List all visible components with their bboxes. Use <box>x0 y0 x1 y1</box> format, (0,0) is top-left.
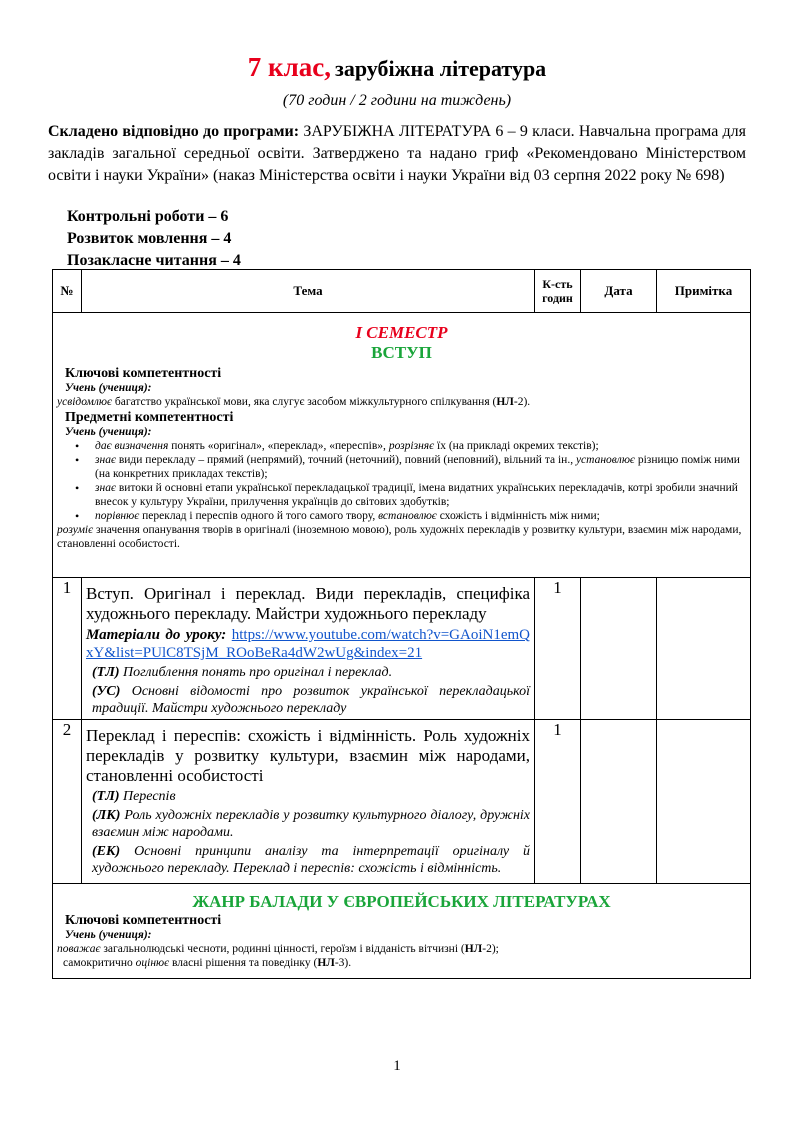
ballad-competency-line-2: самокритично оцінює власні рішення та поведінку (НЛ-3). <box>63 957 352 969</box>
list-item: • знає види перекладу – прямий (непрямий), точний (неточний), повний (неповний), вільний та ін., установлює різницю поміж ними (на конкретних прикладах текстів); <box>79 453 746 481</box>
row-1-note-2: (УС) Основні відомості про розвиток української перекладацької традиції. Майстри художнього перекладу <box>92 684 530 716</box>
row-2-num: 2 <box>53 720 82 884</box>
grade-label: 7 клас, <box>247 52 331 82</box>
list-item: • дає визначення понять «оригінал», «переклад», «переспів», розрізняє їх (на прикладі окремих текстів); <box>79 439 746 453</box>
header-count: К-сть годин <box>535 270 581 313</box>
ballad-pupil-label: Учень (учениця): <box>65 929 152 941</box>
lesson-plan-table <box>52 269 751 979</box>
row-1-note-1: (ТЛ) Поглиблення понять про оригінал і переклад. <box>92 665 393 680</box>
ballad-key-competencies-heading: Ключові компетентності <box>65 913 222 928</box>
key-competency-line: усвідомлює багатство української мови, яка слугує засобом міжкультурного спілкування (НЛ-2). <box>57 396 531 408</box>
subject-competency-list <box>57 439 746 523</box>
ballad-section <box>53 884 750 978</box>
understanding-line: розуміє значення опанування творів в оригіналі (іноземною мовою), роль художніх перекладів у розвитку культури, взаємин між народами, становленні особистості. <box>57 524 742 550</box>
header-note: Примітка <box>657 270 751 313</box>
intro-section-title: ВСТУП <box>371 343 432 362</box>
pupil-label-2: Учень (учениця): <box>65 426 152 438</box>
row-1-note <box>657 578 751 720</box>
pupil-label: Учень (учениця): <box>65 382 152 394</box>
row-1-topic-cell <box>82 578 535 720</box>
ballad-competency-line-1: поважає загальнолюдські чесноти, родинні цінності, героїзм і відданість вітчизні (НЛ-2); <box>57 943 499 955</box>
row-2-topic-text: Переклад і переспів: схожість і відмінність. Роль художніх перекладів у розвитку культури, взаємин між народами, становленні особистості <box>86 726 530 785</box>
key-competencies-heading: Ключові компетентності <box>65 366 222 381</box>
work-counts <box>67 206 241 272</box>
list-item: • порівнює переклад і переспів одного й того самого твору, встановлює схожість і відмінність між ними; <box>79 509 746 523</box>
program-intro-text: ЗАРУБІЖНА ЛІТЕРАТУРА 6 – 9 класи. Навчальна програма для закладів загальної середньої освіти. Затверджено та надано гриф «Рекомендовано Міністерством освіти і науки України» (наказ Міністерства освіти і науки України від 03 серпня 2022 року № 698) <box>48 123 747 184</box>
intro-section-row <box>53 313 751 578</box>
header-date: Дата <box>581 270 657 313</box>
row-1-materials <box>86 626 530 662</box>
semester-title: І СЕМЕСТР <box>355 323 448 342</box>
intro-section <box>53 313 750 553</box>
row-1-topic-text: Вступ. Оригінал і переклад. Види перекладів, специфіка художнього перекладу. Майстри художнього перекладу <box>86 584 530 623</box>
ballad-section-title: ЖАНР БАЛАДИ У ЄВРОПЕЙСЬКИХ ЛІТЕРАТУРАХ <box>192 892 611 911</box>
table-row <box>53 578 751 720</box>
row-1-count: 1 <box>535 578 581 720</box>
header-topic: Тема <box>82 270 535 313</box>
subject-label: зарубіжна література <box>335 56 547 81</box>
row-1-topic <box>82 578 534 719</box>
hours-subtitle: (70 годин / 2 години на тиждень) <box>282 92 512 109</box>
program-intro-lead: Складено відповідно до програми: <box>48 123 300 140</box>
page-title <box>0 52 794 83</box>
row-2-note-1: (ТЛ) Переспів <box>92 789 176 804</box>
row-2-topic <box>82 720 534 883</box>
subject-competencies-heading: Предметні компетентності <box>65 410 234 425</box>
count-control-works: Контрольні роботи – 6 <box>67 208 229 225</box>
row-2-date <box>581 720 657 884</box>
row-2-note <box>657 720 751 884</box>
ballad-section-row <box>53 884 751 979</box>
header-num: № <box>53 270 82 313</box>
row-2-note-3: (ЕК) Основні принципи аналізу та інтерпретації оригіналу й художнього перекладу. Переклад і переспів: схожість і відмінність. <box>92 844 531 876</box>
row-2-count: 1 <box>535 720 581 884</box>
materials-label: Матеріали до уроку: <box>86 627 227 643</box>
row-2-topic-cell <box>82 720 535 884</box>
row-1-num: 1 <box>53 578 82 720</box>
page-number: 1 <box>393 1058 401 1074</box>
table-row <box>53 720 751 884</box>
count-speech-development: Розвиток мовлення – 4 <box>67 230 232 247</box>
program-intro <box>48 121 746 187</box>
table-header-row <box>53 270 751 313</box>
list-item: • знає витоки й основні етапи української перекладацької традиції, імена видатних українських перекладачів, котрі зробили значний внесок у культуру України, прилучення українців до світових здобутків; <box>79 481 746 509</box>
row-1-date <box>581 578 657 720</box>
count-extra-reading: Позакласне читання – 4 <box>67 252 241 269</box>
row-2-note-2: (ЛК) Роль художніх перекладів у розвитку культурного діалогу, дружніх взаємин між народами. <box>92 808 530 840</box>
materials-link[interactable]: https://www.youtube.com/watch?v=GAoiN1emQxY&list=PUlC8TSjM_ROoBeRa4dW2wUg&index=21 <box>86 627 531 661</box>
